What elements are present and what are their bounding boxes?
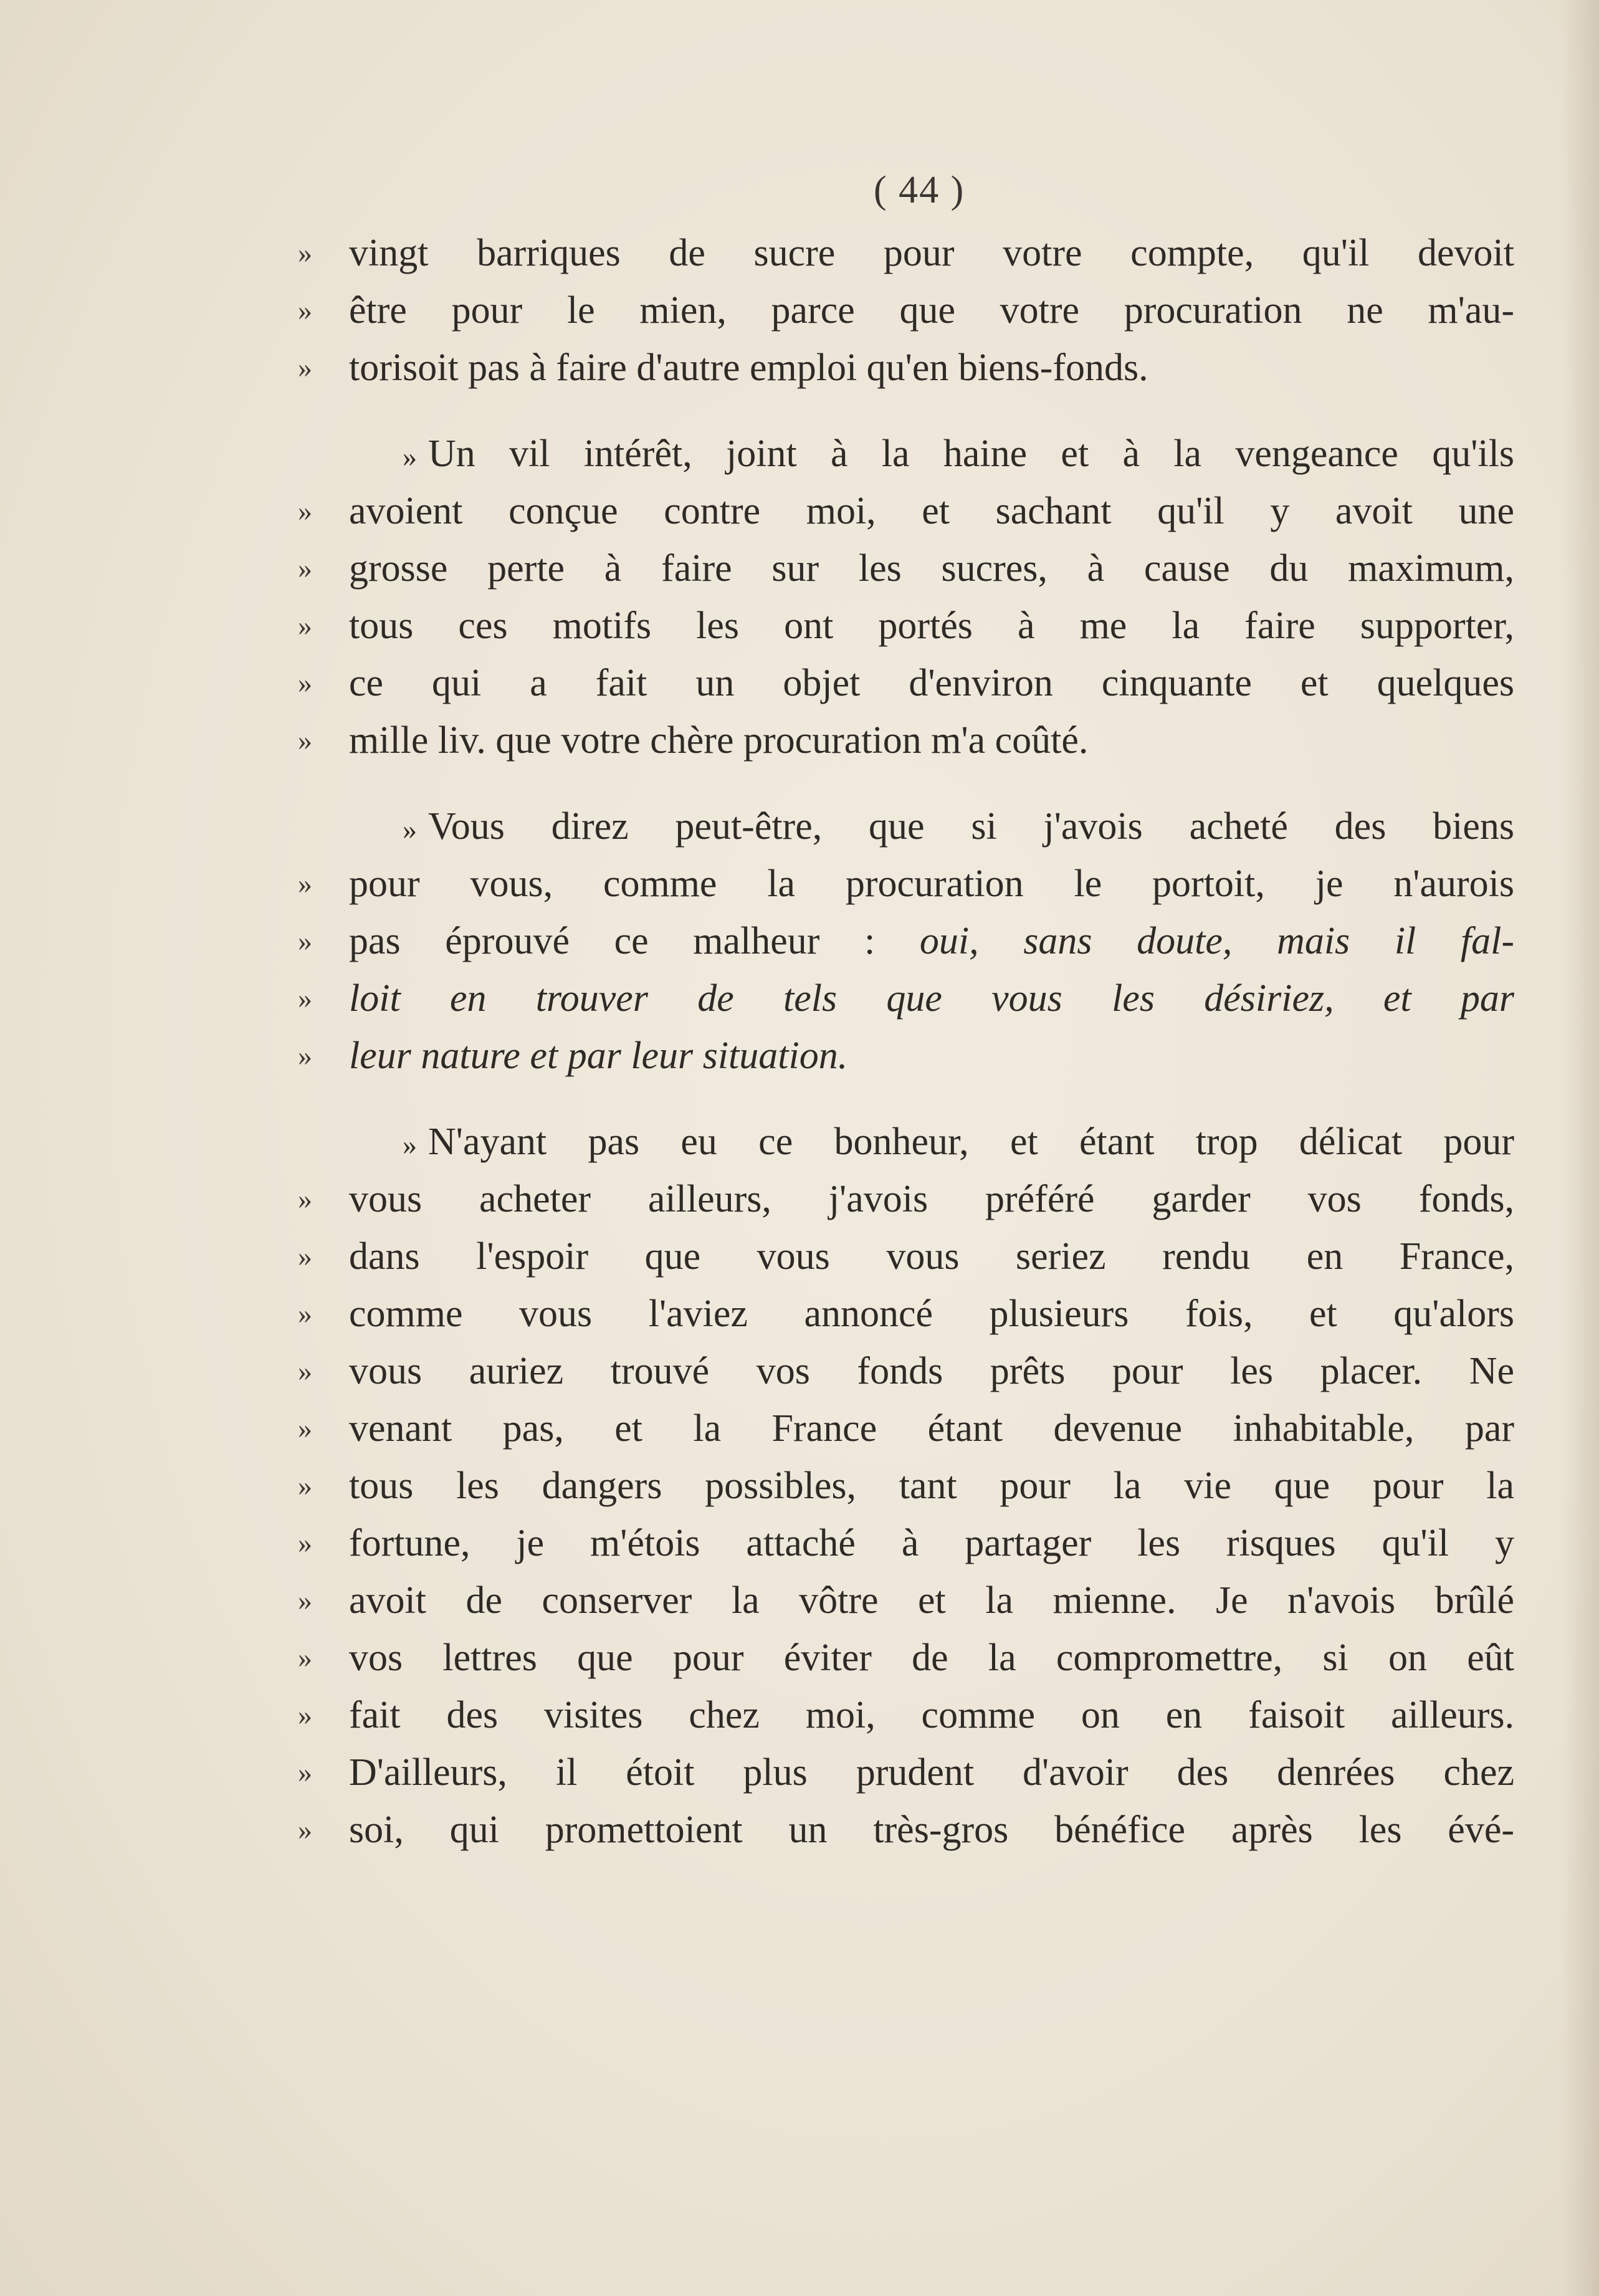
line-text: loit en trouver de tels que vous les désiriez, et par — [349, 977, 1514, 1020]
text-line — [298, 1400, 1514, 1457]
line-text: fait des visites chez moi, comme on en faisoit ailleurs. — [349, 1694, 1514, 1736]
italic-text: oui, sans doute, mais il fal- — [919, 920, 1515, 962]
text-line — [298, 1572, 1514, 1629]
text-line — [298, 1285, 1514, 1342]
quote-mark: » — [298, 925, 312, 957]
quote-mark: » — [298, 1040, 312, 1071]
quote-mark: » — [298, 724, 312, 756]
text-line — [349, 425, 1514, 482]
quote-mark: » — [298, 1240, 312, 1272]
line-text: vingt barriques de sucre pour votre compte, qu'il devoit — [349, 232, 1514, 274]
text-line — [298, 282, 1514, 339]
line-text: dans l'espoir que vous vous seriez rendu en France, — [349, 1235, 1514, 1278]
line-text: grosse perte à faire sur les sucres, à cause du maximum, — [349, 547, 1514, 590]
quote-mark: » — [298, 982, 312, 1014]
line-text: fortune, je m'étois attaché à partager les risques qu'il y — [349, 1522, 1514, 1564]
quote-mark: » — [298, 1298, 312, 1329]
quote-mark: » — [298, 1183, 312, 1215]
text-line — [298, 1228, 1514, 1285]
text-line — [349, 798, 1514, 855]
line-text: mille liv. que votre chère procuration m'a coûté. — [349, 719, 1089, 762]
page-edge-shadow — [1562, 0, 1599, 2296]
text-line — [298, 540, 1514, 597]
text-line — [298, 855, 1514, 912]
quote-mark: » — [298, 667, 312, 699]
text-line — [298, 1686, 1514, 1744]
text-line — [298, 1342, 1514, 1400]
line-text: torisoit pas à faire d'autre emploi qu'en biens-fonds. — [349, 347, 1148, 389]
quote-mark: » — [298, 1814, 312, 1845]
line-text: tous les dangers possibles, tant pour la vie que pour la — [349, 1465, 1514, 1507]
quote-mark: » — [403, 1129, 417, 1160]
quote-mark: » — [298, 610, 312, 641]
text-line — [298, 970, 1514, 1027]
quote-mark: » — [298, 868, 312, 899]
quote-mark: » — [298, 495, 312, 527]
line-text: être pour le mien, parce que votre procuration ne m'au- — [349, 289, 1514, 332]
line-text: venant pas, et la France étant devenue inhabitable, par — [349, 1407, 1514, 1450]
quote-mark: » — [298, 1355, 312, 1387]
line-text: vous acheter ailleurs, j'avois préféré garder vos fonds, — [349, 1178, 1514, 1220]
quote-mark: » — [298, 1642, 312, 1673]
quote-mark: » — [298, 294, 312, 326]
text-line — [298, 597, 1514, 654]
line-text: soi, qui promettoient un très-gros bénéfice après les évé- — [349, 1809, 1514, 1851]
quote-mark: » — [298, 552, 312, 584]
line-text: avoit de conserver la vôtre et la mienne. Je n'avois brûlé — [349, 1579, 1514, 1622]
text-line — [298, 1629, 1514, 1686]
line-text: D'ailleurs, il étoit plus prudent d'avoir des denrées chez — [349, 1751, 1514, 1794]
quote-mark: » — [298, 352, 312, 383]
quote-mark: » — [298, 237, 312, 269]
text-line — [298, 339, 1514, 396]
quote-mark: » — [298, 1412, 312, 1444]
quote-mark: » — [298, 1699, 312, 1731]
line-text: pour vous, comme la procuration le portoit, je n'aurois — [349, 863, 1514, 905]
text-line — [349, 1113, 1514, 1170]
text-line — [298, 1744, 1514, 1801]
body-text — [298, 224, 1515, 1858]
text-line — [298, 1170, 1514, 1228]
text-line — [298, 1457, 1514, 1514]
text-line — [298, 1027, 1514, 1084]
line-text: Un vil intérêt, joint à la haine et à la vengeance qu'ils — [428, 433, 1514, 475]
line-text: pas éprouvé ce malheur : — [349, 920, 876, 962]
text-line — [298, 482, 1514, 540]
line-text: avoient conçue contre moi, et sachant qu'il y avoit une — [349, 490, 1514, 532]
quote-mark: » — [403, 813, 417, 845]
quote-mark: » — [298, 1470, 312, 1501]
page-number: ( 44 ) — [874, 169, 965, 211]
text-line — [298, 1801, 1514, 1858]
line-text: N'ayant pas eu ce bonheur, et étant trop délicat pour — [428, 1121, 1514, 1163]
text-line — [298, 712, 1514, 769]
quote-mark: » — [298, 1584, 312, 1616]
line-text: comme vous l'aviez annoncé plusieurs fois, et qu'alors — [349, 1293, 1514, 1335]
text-line — [298, 224, 1514, 282]
line-text: ce qui a fait un objet d'environ cinquante et quelques — [349, 662, 1514, 704]
quote-mark: » — [298, 1527, 312, 1559]
quote-mark: » — [403, 441, 417, 472]
line-text: vos lettres que pour éviter de la compromettre, si on eût — [349, 1637, 1514, 1679]
line-text: tous ces motifs les ont portés à me la faire supporter, — [349, 605, 1514, 647]
text-line — [298, 654, 1514, 712]
text-line — [298, 912, 1515, 970]
line-text: leur nature et par leur situation. — [349, 1035, 848, 1077]
text-line — [298, 1514, 1514, 1572]
line-text: Vous direz peut-être, que si j'avois acheté des biens — [428, 805, 1514, 848]
line-text: vous auriez trouvé vos fonds prêts pour les placer. Ne — [349, 1350, 1514, 1392]
quote-mark: » — [298, 1756, 312, 1788]
